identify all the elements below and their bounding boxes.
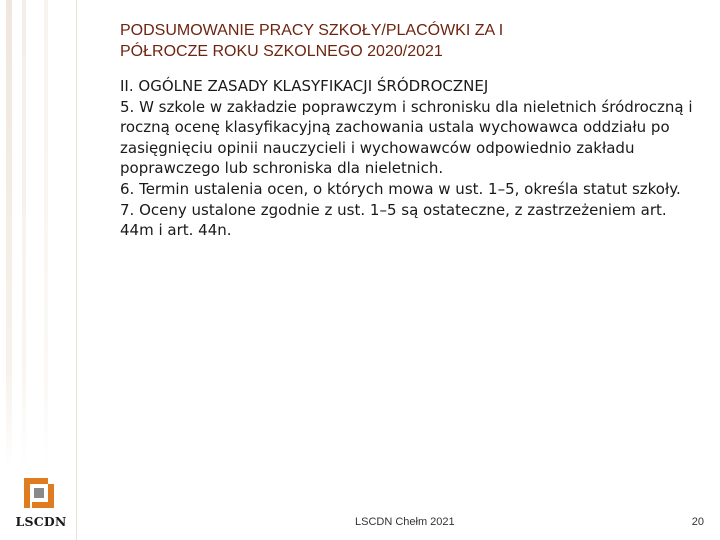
section-heading: II. OGÓLNE ZASADY KLASYFIKACJI ŚRÓDROCZNEJ — [120, 77, 489, 95]
slide-title — [120, 20, 680, 62]
logo-text: LSCDN — [15, 514, 67, 529]
title-line-2: PÓŁROCZE ROKU SZKOLNEGO 2020/2021 — [120, 43, 443, 60]
title-line-1: PODSUMOWANIE PRACY SZKOŁY/PLACÓWKI ZA I — [120, 22, 504, 39]
decorative-band — [22, 0, 26, 470]
lscdn-logo-icon — [22, 476, 56, 510]
footer-text: LSCDN Chełm 2021 — [355, 516, 455, 528]
slide-body — [120, 76, 705, 241]
paragraph-7: 7. Oceny ustalone zgodnie z ust. 1–5 są ostateczne, z zastrzeżeniem art. 44m i art. 44n. — [120, 200, 667, 240]
left-decorative-frame — [0, 0, 77, 540]
decorative-band — [6, 0, 12, 470]
paragraph-5: 5. W szkole w zakładzie poprawczym i schronisku dla nieletnich śródroczną i roczną ocenę klasyfikacyjną zachowania ustala wychowawca oddziału po zasięgnięciu opinii nauczycieli i wychowawców odpowiednio zakładu poprawczego lub schroniska dla nieletnich. — [120, 97, 693, 178]
decorative-band — [44, 0, 48, 470]
lscdn-logo — [10, 476, 70, 536]
page-number: 20 — [691, 516, 704, 528]
paragraph-6: 6. Termin ustalenia ocen, o których mowa w ust. 1–5, określa statut szkoły. — [120, 179, 681, 198]
